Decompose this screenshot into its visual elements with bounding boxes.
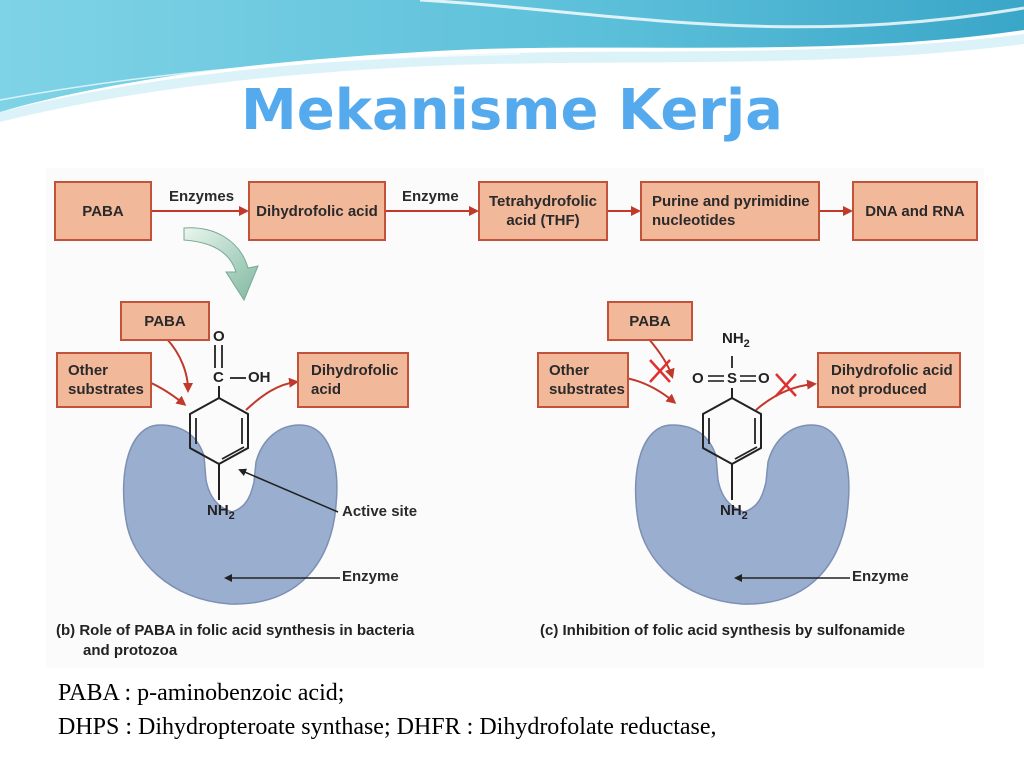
panel-b-paba-box [120,301,210,341]
footnote-line-2: DHPS : Dihydropteroate synthase; DHFR : Dihydrofolate reductase, [58,714,717,740]
panel-c-right-oxygen: O [758,370,770,387]
pathway-enzyme-label: Enzyme [402,188,459,205]
pathway-nucleotides-label: Purine and pyrimidine nucleotides [652,193,810,229]
panel-b-caption: (b) Role of PABA in folic acid synthesis in bacteria and protozoa [56,622,415,659]
panel-b-other-substrates-label: Other substrates [68,362,144,398]
panel-b-carbonyl-o: O [213,328,225,345]
pathway-enzymes-label: Enzymes [169,188,235,205]
panel-b-dihydrofolic-box [297,352,409,408]
pathway-paba-label: PABA [82,202,124,220]
inhibit-x-icon-paba [650,360,670,382]
panel-c-other-substrates-box [537,352,629,408]
zoom-curved-arrow [184,228,258,300]
pathway-dihydrofolic-label: Dihydrofolic acid [256,202,378,220]
panel-c-caption: (c) Inhibition of folic acid synthesis by sulfonamide [540,622,906,639]
panel-c-left-oxygen: O [692,370,704,387]
panel-c-dihydrofolic-box [817,352,961,408]
panel-b-carbon: C [213,369,224,386]
inhibit-x-icon-product [776,374,796,396]
panel-c-paba-label: PABA [629,312,671,330]
panel-b-hydroxyl: OH [248,369,271,386]
panel-c-enzyme-label: Enzyme [852,568,909,585]
active-site-label: Active site [342,503,418,520]
panel-c-amine: $NH_2$ [720,502,748,522]
arrow-paba-to-site-left [166,338,188,390]
pathway-dna-rna-label: DNA and RNA [865,202,965,220]
panel-b-amine: $NH_2$ [207,502,235,522]
panel-c-paba-box [607,301,693,341]
panel-c-dihydrofolic-label: Dihydrofolic acid not produced [831,362,953,398]
arrow-to-dihydrofolic-left [246,382,296,410]
panel-b-enzyme-label: Enzyme [342,568,399,585]
footnote-line-1: PABA : p-aminobenzoic acid; [58,680,345,706]
panel-b-paba-label: PABA [144,312,186,330]
pathway-thf-label: Tetrahydrofolic acid (THF) [488,193,598,229]
panel-b-dihydrofolic-label: Dihydrofolic acid [311,362,399,398]
panel-b-other-substrates-box [56,352,152,408]
panel-c-other-substrates-label: Other substrates [549,362,625,398]
panel-c-sulfur: S [727,370,738,387]
panel-c-top-amine: $NH_2$ [722,330,750,350]
slide-title: Mekanisme Kerja [241,78,783,143]
